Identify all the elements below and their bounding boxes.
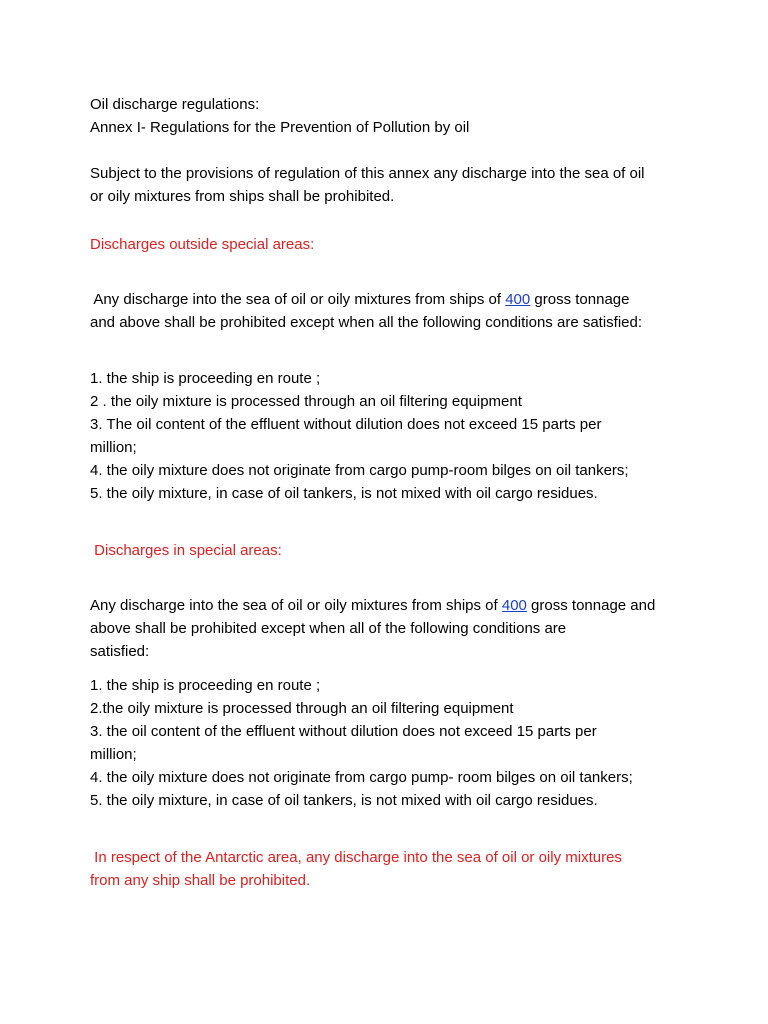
inside-paragraph-line-2: above shall be prohibited except when all of the following conditions are (90, 620, 567, 637)
inside-condition-item-continued: million; (90, 746, 137, 763)
document-title: Oil discharge regulations: (90, 96, 260, 113)
inside-condition-item: 5. the oily mixture, in case of oil tankers, is not mixed with oil cargo residues. (90, 792, 598, 809)
intro-line-1: Subject to the provisions of regulation of this annex any discharge into the sea of oil (90, 165, 645, 182)
outside-condition-item: 5. the oily mixture, in case of oil tankers, is not mixed with oil cargo residues. (90, 485, 598, 502)
annex-title: Annex I- Regulations for the Prevention of Pollution by oil (90, 119, 470, 136)
section-title-special-areas: Discharges in special areas: (90, 542, 282, 559)
section-title-outside-special-areas: Discharges outside special areas: (90, 236, 315, 253)
outside-paragraph-line-1 (90, 288, 629, 311)
outside-condition-item: 4. the oily mixture does not originate from cargo pump-room bilges on oil tankers; (90, 462, 629, 479)
outside-condition-item-continued: million; (90, 439, 137, 456)
outside-paragraph-text-before: Any discharge into the sea of oil or oily mixtures from ships of (90, 291, 506, 308)
antarctic-note-line-1: In respect of the Antarctic area, any discharge into the sea of oil or oily mixtures (90, 849, 622, 866)
outside-paragraph-line-2: and above shall be prohibited except when all the following conditions are satisfied: (90, 314, 643, 331)
outside-paragraph-text-after: gross tonnage (530, 291, 630, 308)
outside-condition-item: 2 . the oily mixture is processed through an oil filtering equipment (90, 393, 522, 410)
outside-condition-item: 3. The oil content of the effluent without dilution does not exceed 15 parts per (90, 416, 602, 433)
inside-paragraph-text-after: gross tonnage and (526, 597, 656, 614)
inside-paragraph-line-1 (90, 594, 655, 617)
tonnage-link[interactable]: 400 (501, 597, 527, 614)
intro-line-2: or oily mixtures from ships shall be prohibited. (90, 188, 395, 205)
tonnage-link[interactable]: 400 (505, 291, 531, 308)
inside-condition-item: 4. the oily mixture does not originate from cargo pump- room bilges on oil tankers; (90, 769, 633, 786)
inside-condition-item: 1. the ship is proceeding en route ; (90, 677, 321, 694)
antarctic-note-line-2: from any ship shall be prohibited. (90, 872, 311, 889)
inside-condition-item: 2.the oily mixture is processed through an oil filtering equipment (90, 700, 514, 717)
inside-paragraph-text-before: Any discharge into the sea of oil or oily mixtures from ships of (90, 597, 502, 614)
inside-condition-item: 3. the oil content of the effluent without dilution does not exceed 15 parts per (90, 723, 597, 740)
inside-paragraph-line-3: satisfied: (90, 643, 150, 660)
outside-condition-item: 1. the ship is proceeding en route ; (90, 370, 321, 387)
